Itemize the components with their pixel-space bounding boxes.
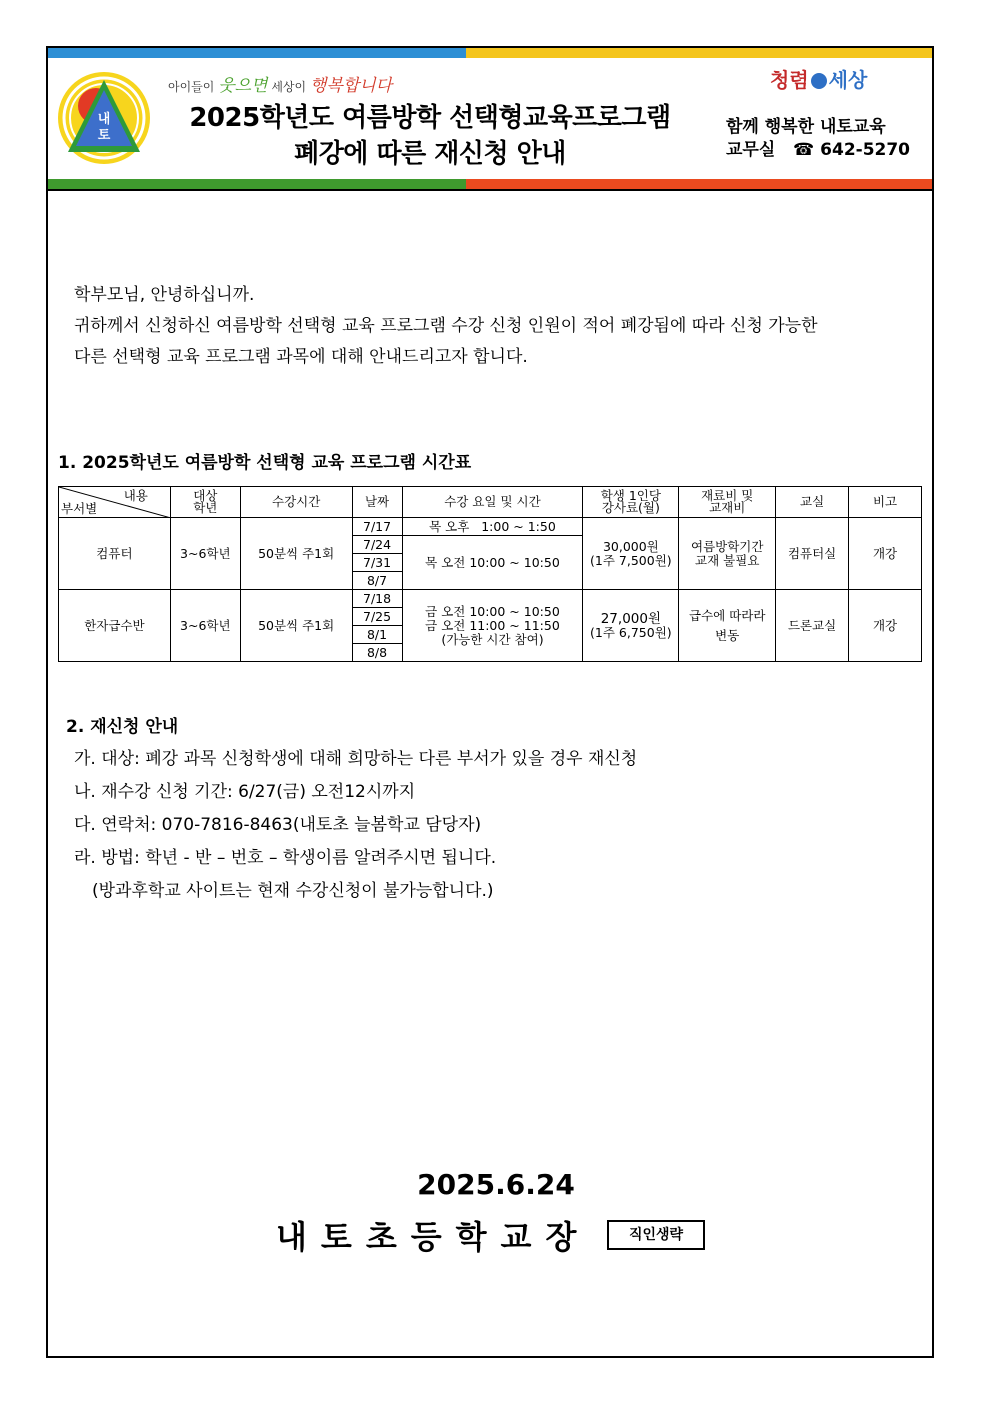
title-line2: 폐강에 따른 재신청 안내 [294, 139, 566, 169]
row1-room: 컴퓨터실 [776, 518, 849, 590]
row1-schedule2: 목 오전 10:00 ~ 10:50 [402, 536, 583, 590]
intro-line3: 다른 선택형 교육 프로그램 과목에 대해 안내드리고자 합니다. [74, 347, 528, 367]
timetable [58, 486, 922, 662]
seal-omitted: 직인생략 [607, 1220, 705, 1250]
diagonal-line [59, 487, 171, 518]
issue-date: 2025.6.24 [417, 1168, 575, 1201]
row2-target: 3~6학년 [170, 590, 240, 662]
row2-schedule1: 금 오전 10:00 ~ 10:50 [425, 603, 560, 619]
row1-fee-cell [583, 518, 679, 590]
row1-date2: 7/24 [352, 536, 402, 554]
page-title [150, 100, 710, 172]
table-row [59, 590, 922, 608]
title-line1: 2025학년도 여름방학 선택형교육프로그램 [189, 103, 671, 133]
section2-title: 2. 재신청 안내 [66, 717, 179, 737]
row1-schedule1: 목 오후 1:00 ~ 1:50 [402, 518, 583, 536]
row1-fee-sub: (1주 7,500원) [590, 552, 672, 568]
list-item: 나. 재수강 신청 기간: 6/27(금) 오전12시까지 [74, 782, 416, 802]
row2-fee-sub: (1주 6,750원) [590, 624, 672, 640]
header-target: 대상 학년 [170, 487, 240, 518]
row1-fee: 30,000원 [602, 538, 659, 554]
svg-text:토: 토 [97, 128, 111, 143]
header-divider [48, 189, 932, 191]
section2-items [74, 743, 637, 908]
row2-date1: 7/18 [352, 590, 402, 608]
row2-room: 드론교실 [776, 590, 849, 662]
section1-title: 1. 2025학년도 여름방학 선택형 교육 프로그램 시간표 [58, 453, 472, 473]
motto: 함께 행복한 내토교육 [726, 117, 886, 137]
row1-material: 여름방학기간 교재 불필요 [679, 518, 776, 590]
header-material: 재료비 및 교재비 [679, 487, 776, 518]
row1-target: 3~6학년 [170, 518, 240, 590]
phone-number: 642-5270 [820, 140, 911, 160]
header-schedule: 수강 요일 및 시간 [402, 487, 583, 518]
row2-material: 급수에 따라라 변동 [679, 590, 776, 662]
list-item: 가. 대상: 폐강 과목 신청학생에 대해 희망하는 다른 부서가 있을 경우 재신청 [74, 749, 638, 769]
header-room: 교실 [776, 487, 849, 518]
list-item: (방과후학교 사이트는 현재 수강신청이 불가능합니다.) [92, 881, 494, 901]
row2-time: 50분씩 주1회 [240, 590, 352, 662]
row1-note: 개강 [849, 518, 922, 590]
office-label: 교무실 [726, 140, 776, 160]
intro [74, 280, 818, 373]
header-fee: 학생 1인당 강사료(월) [583, 487, 679, 518]
slogan-part4: 행복합니다 [309, 76, 393, 96]
header-diagonal-cell [59, 487, 171, 518]
document-frame [46, 46, 934, 1358]
row2-schedule-cell [402, 590, 583, 662]
row1-dept: 컴퓨터 [59, 518, 171, 590]
slogan-part2: 웃으면 [218, 76, 268, 96]
brand-logo [770, 64, 867, 93]
slogan-part3: 세상이 [271, 80, 307, 94]
contact-block [726, 116, 910, 162]
row2-dept: 한자급수반 [59, 590, 171, 662]
table-row [59, 518, 922, 536]
slogan-part1: 아이들이 [168, 80, 215, 94]
header-bar-blue [48, 48, 466, 58]
row2-date4: 8/8 [352, 644, 402, 662]
greeting: 학부모님, 안녕하십니까. [74, 285, 255, 305]
header-bar-green [48, 179, 466, 189]
globe-icon [811, 73, 827, 89]
phone-icon: ☎ [793, 140, 815, 160]
list-item: 라. 방법: 학년 - 반 – 번호 – 학생이름 알려주시면 됩니다. [74, 848, 497, 868]
header-dept: 부서별 [61, 501, 98, 516]
row2-fee: 27,000원 [600, 610, 661, 627]
slogan [168, 66, 428, 96]
row2-note: 개강 [849, 590, 922, 662]
row2-schedule2: 금 오전 11:00 ~ 11:50 [425, 617, 560, 633]
row2-schedule3: (가능한 시간 참여) [441, 631, 544, 647]
row1-date3: 7/31 [352, 554, 402, 572]
header-note: 비고 [849, 487, 922, 518]
row1-date1: 7/17 [352, 518, 402, 536]
intro-line2: 귀하께서 신청하신 여름방학 선택형 교육 프로그램 수강 신청 인원이 적어 폐강됨에 따라 신청 가능한 [74, 316, 818, 336]
row1-time: 50분씩 주1회 [240, 518, 352, 590]
header-time: 수강시간 [240, 487, 352, 518]
row2-date3: 8/1 [352, 626, 402, 644]
header-date: 날짜 [352, 487, 402, 518]
svg-text:내: 내 [97, 112, 111, 127]
header-bar-red [466, 179, 932, 189]
school-logo-icon [56, 66, 152, 170]
table-header-row [59, 487, 922, 518]
header-bar-yellow [466, 48, 932, 58]
row2-date2: 7/25 [352, 608, 402, 626]
brand-part1: 청렴 [770, 68, 809, 92]
brand-part2: 세상 [828, 68, 868, 92]
row2-fee-cell [583, 590, 679, 662]
header-content: 내용 [123, 488, 148, 503]
list-item: 다. 연락처: 070-7816-8463(내토초 늘봄학교 담당자) [74, 815, 482, 835]
school-principal: 내토초등학교장 [276, 1218, 591, 1256]
row1-date4: 8/7 [352, 572, 402, 590]
